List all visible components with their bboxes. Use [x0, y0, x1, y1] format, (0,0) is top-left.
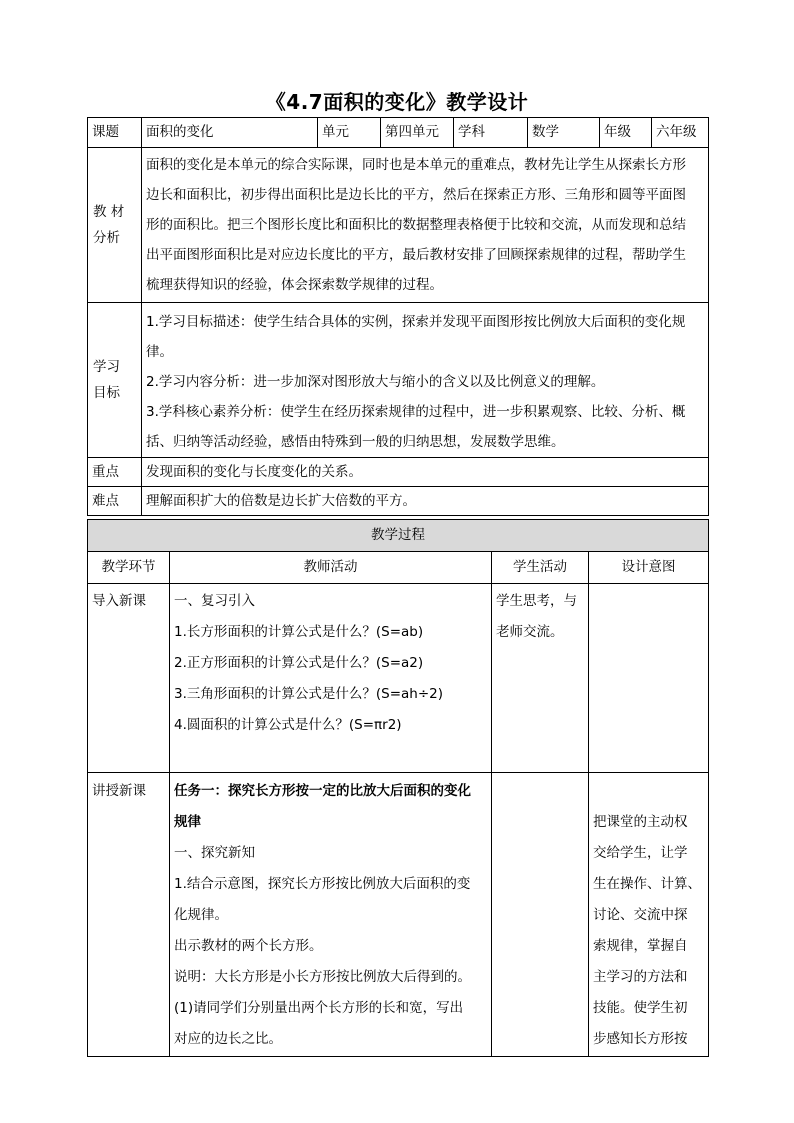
goals-line: 3.学科核心素养分析：使学生在经历探索规律的过程中，进一步积累观察、比较、分析、概 [146, 404, 686, 420]
teacher-line: 4.圆面积的计算公式是什么？(S=πr2) [174, 717, 402, 733]
process-column-headers [88, 552, 709, 584]
difficulty-row [88, 487, 709, 516]
teacher-line: 一、复习引入 [174, 593, 255, 609]
goals-line: 2.学习内容分析：进一步加深对图形放大与缩小的含义以及比例意义的理解。 [146, 374, 605, 390]
new-intent [589, 773, 709, 1057]
intent-line: 步感知长方形按 [593, 1031, 688, 1047]
new-stage: 讲授新课 [88, 773, 170, 1057]
teacher-line: 出示教材的两个长方形。 [174, 938, 323, 954]
intent-line: 交给学生，让学 [593, 845, 688, 861]
goals-label [88, 303, 142, 458]
goals-line: 括、归纳等活动经验，感悟由特殊到一般的归纳思想，发展数学思维。 [146, 434, 565, 450]
column-header: 教学环节 [88, 552, 170, 584]
intro-stage: 导入新课 [88, 584, 170, 773]
analysis-row [88, 148, 709, 303]
teacher-line: 化规律。 [174, 907, 228, 923]
grade-label: 年级 [600, 118, 652, 148]
analysis-content [142, 148, 709, 303]
intro-teacher [170, 584, 492, 773]
difficulty-text: 理解面积扩大的倍数是边长扩大倍数的平方。 [142, 487, 709, 516]
difficulty-label: 难点 [88, 487, 142, 516]
intro-student [492, 584, 589, 773]
course-value: 面积的变化 [142, 118, 318, 148]
teacher-line: 说明：大长方形是小长方形按比例放大后得到的。 [174, 969, 471, 985]
unit-value: 第四单元 [381, 118, 454, 148]
intent-line: 主学习的方法和 [593, 969, 688, 985]
teacher-line: 3.三角形面积的计算公式是什么？(S=ah÷2) [174, 686, 444, 702]
teacher-line: 2.正方形面积的计算公式是什么？(S=a2) [174, 655, 424, 671]
teacher-line: (1)请同学们分别量出两个长方形的长和宽，写出 [174, 1000, 464, 1016]
column-header: 学生活动 [492, 552, 589, 584]
teacher-line: 1.结合示意图，探究长方形按比例放大后面积的变 [174, 876, 471, 892]
header-row [88, 118, 709, 148]
teacher-line: 对应的边长之比。 [174, 1031, 282, 1047]
new-lesson-row [88, 773, 709, 1057]
new-student [492, 773, 589, 1057]
course-label: 课题 [88, 118, 142, 148]
intent-line: 生在操作、计算、 [593, 876, 701, 892]
analysis-line: 形的面积比。把三个图形长度比和面积比的数据整理表格便于比较和交流，从而发现和总结 [146, 217, 686, 233]
intent-line: 索规律，掌握自 [593, 938, 688, 954]
analysis-line: 边长和面积比，初步得出面积比是边长比的平方，然后在探索正方形、三角形和圆等平面图 [146, 187, 686, 203]
page-title: 《4.7面积的变化》教学设计 [265, 90, 529, 114]
unit-label: 单元 [318, 118, 381, 148]
key-point-row [88, 458, 709, 487]
new-teacher [170, 773, 492, 1057]
student-line: 老师交流。 [496, 624, 564, 640]
column-header: 设计意图 [589, 552, 709, 584]
subject-label: 学科 [454, 118, 528, 148]
goals-row [88, 303, 709, 458]
column-header: 教师活动 [170, 552, 492, 584]
teacher-line: 一、探究新知 [174, 845, 255, 861]
task-title: 规律 [174, 814, 201, 830]
grade-value: 六年级 [652, 118, 709, 148]
goals-line: 律。 [146, 344, 173, 360]
teacher-line: 1.长方形面积的计算公式是什么？(S=ab) [174, 624, 424, 640]
key-point-text: 发现面积的变化与长度变化的关系。 [142, 458, 709, 487]
analysis-line: 出平面图形面积比是对应边长度比的平方，最后教材安排了回顾探索规律的过程，帮助学生 [146, 247, 686, 263]
subject-value: 数学 [528, 118, 600, 148]
process-title: 教学过程 [88, 520, 709, 552]
analysis-line: 面积的变化是本单元的综合实际课，同时也是本单元的重难点，教材先让学生从探索长方形 [146, 157, 686, 173]
intent-line: 技能。使学生初 [593, 1000, 688, 1016]
analysis-label-line1: 教 材 [93, 204, 125, 220]
key-point-label: 重点 [88, 458, 142, 487]
intro-intent [589, 584, 709, 773]
goals-label-line2: 目标 [93, 385, 120, 401]
intent-line: 把课堂的主动权 [593, 814, 688, 830]
analysis-label [88, 148, 142, 303]
goals-line: 1.学习目标描述：使学生结合具体的实例，探索并发现平面图形按比例放大后面积的变化规 [146, 314, 686, 330]
lesson-info-table [87, 117, 709, 516]
process-title-row [88, 520, 709, 552]
task-title: 任务一：探究长方形按一定的比放大后面积的变化 [174, 783, 471, 799]
intent-line: 讨论、交流中探 [593, 907, 688, 923]
teaching-process-table [87, 519, 709, 1057]
analysis-label-line2: 分析 [93, 230, 120, 246]
goals-label-line1: 学习 [93, 359, 120, 375]
intro-row [88, 584, 709, 773]
student-line: 学生思考，与 [496, 593, 577, 609]
goals-content [142, 303, 709, 458]
analysis-line: 梳理获得知识的经验，体会探索数学规律的过程。 [146, 277, 443, 293]
